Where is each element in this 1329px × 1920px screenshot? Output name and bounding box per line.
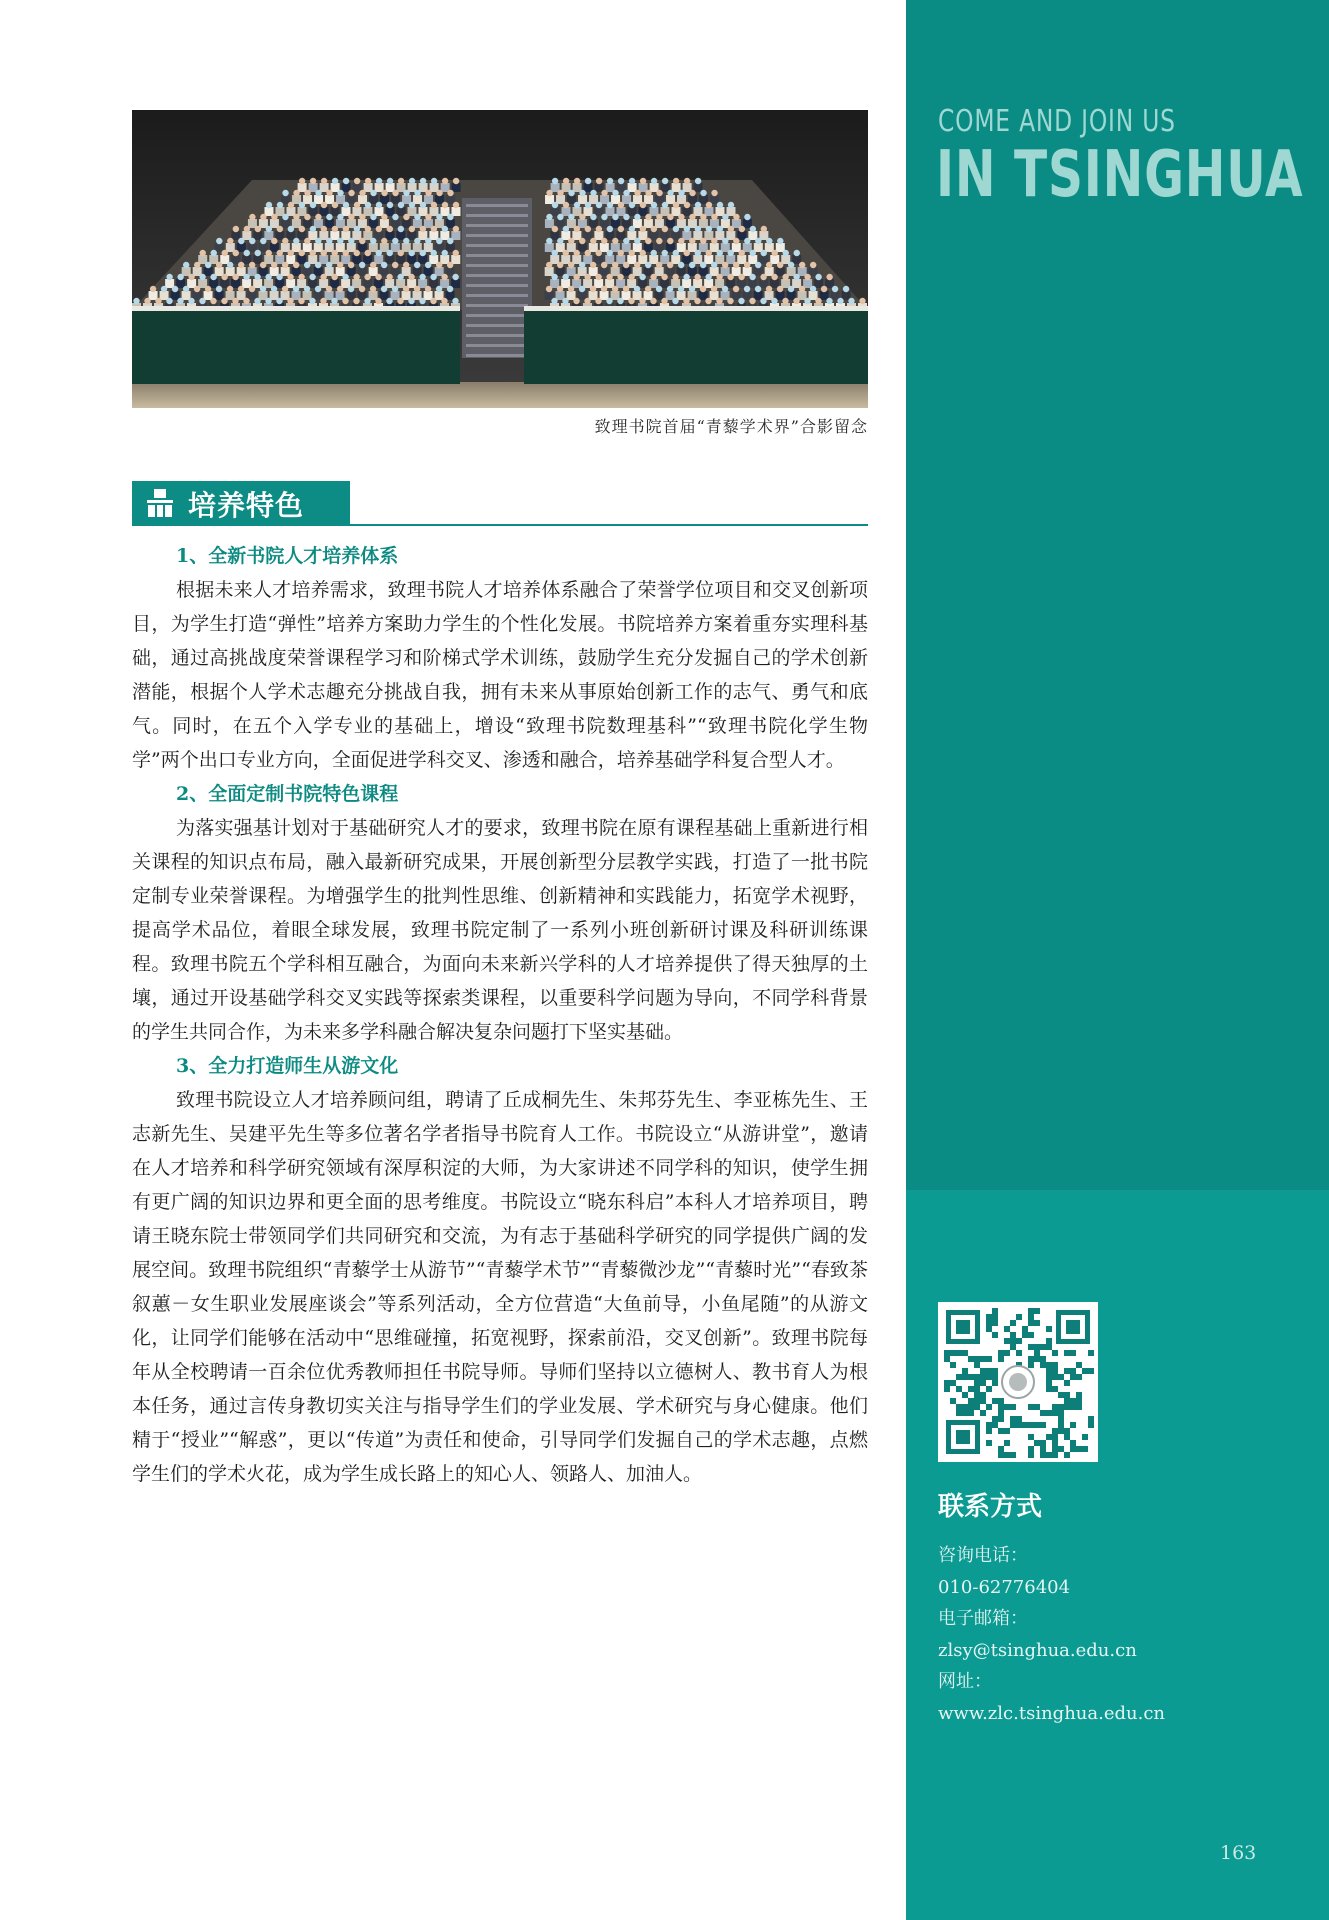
email-address[interactable]: zlsy@tsinghua.edu.cn [938,1639,1137,1661]
qr-code [938,1302,1098,1462]
section-title: 培养特色 [188,489,305,522]
website-url[interactable]: www.zlc.tsinghua.edu.cn [938,1702,1165,1724]
subheading-1: 1、全新书院人才培养体系 [176,545,399,567]
building-icon [145,487,175,519]
phone-label: 咨询电话： [938,1545,1028,1566]
website-label: 网址： [938,1671,992,1692]
contact-title: 联系方式 [938,1492,1043,1522]
tsinghua-headline: IN TSINGHUA [936,138,1304,212]
paragraph-2: 为落实强基计划对于基础研究人才的要求，致理书院在原有课程基础上重新进行相关课程的知识点布局，融入最新研究成果，开展创新型分层教学实践，打造了一批书院定制专业荣誉课程。为增强学生的批判性思维、创新精神和实践能力，拓宽学术视野，提高学术品位，着眼全球发展，致理书院定制了一系列小班创新研讨课及科研训练课程。致理书院五个学科相互融合，为面向未来新兴学科的人才培养提供了得天独厚的土壤，通过开设基础学科交叉实践等探索类课程，以重要科学问题为导向，不同学科背景的学生共同合作，为未来多学科融合解决复杂问题打下坚实基础。 [132,817,868,1043]
paragraph-1: 根据未来人才培养需求，致理书院人才培养体系融合了荣誉学位项目和交叉创新项目，为学生打造“弹性”培养方案助力学生的个性化发展。书院培养方案着重夯实理科基础，通过高挑战度荣誉课程学习和阶梯式学术训练，鼓励学生充分发掘自己的学术创新潜能，根据个人学术志趣充分挑战自我，拥有未来从事原始创新工作的志气、勇气和底气。同时，在五个入学专业的基础上，增设“致理书院数理基科”“致理书院化学生物学”两个出口专业方向，全面促进学科交叉、渗透和融合，培养基础学科复合型人才。 [132,579,868,771]
contact-info [938,1540,1308,1729]
paragraph-3: 致理书院设立人才培养顾问组，聘请了丘成桐先生、朱邦芬先生、李亚栋先生、王志新先生、吴建平先生等多位著名学者指导书院育人工作。书院设立“从游讲堂”，邀请在人才培养和科学研究领域有深厚积淀的大师，为大家讲述不同学科的知识，使学生拥有更广阔的知识边界和更全面的思考维度。书院设立“晓东科启”本科人才培养项目，聘请王晓东院士带领同学们共同研究和交流，为有志于基础科学研究的同学提供广阔的发展空间。致理书院组织“青藜学士从游节”“青藜学术节”“青藜微沙龙”“青藜时光”“春致茶叙蕙－女生职业发展座谈会”等系列活动，全方位营造“大鱼前导，小鱼尾随”的从游文化，让同学们能够在活动中“思维碰撞，拓宽视野，探索前沿，交叉创新”。致理书院每年从全校聘请一百余位优秀教师担任书院导师。导师们坚持以立德树人、教书育人为根本任务，通过言传身教切实关注与指导学生们的学业发展、学术研究与身心健康。他们精于“授业”“解惑”，更以“传道”为责任和使命，引导同学们发掘自己的学术志趣，点燃学生们的学术火花，成为学生成长路上的知心人、领路人、加油人。 [132,1089,868,1485]
subheading-2: 2、全面定制书院特色课程 [176,783,399,805]
subheading-3: 3、全力打造师生从游文化 [176,1055,399,1077]
article-body [132,539,868,1491]
group-photo-image [132,110,868,408]
join-us-tagline: COME AND JOIN US [938,104,1176,139]
group-photo [132,110,868,408]
qr-code-icon [938,1302,1098,1462]
section-divider [132,524,868,526]
page-number: 163 [1220,1842,1257,1864]
email-label: 电子邮箱： [938,1608,1028,1629]
photo-caption: 致理书院首届“青藜学术界”合影留念 [594,417,868,436]
phone-number: 010-62776404 [938,1576,1071,1598]
